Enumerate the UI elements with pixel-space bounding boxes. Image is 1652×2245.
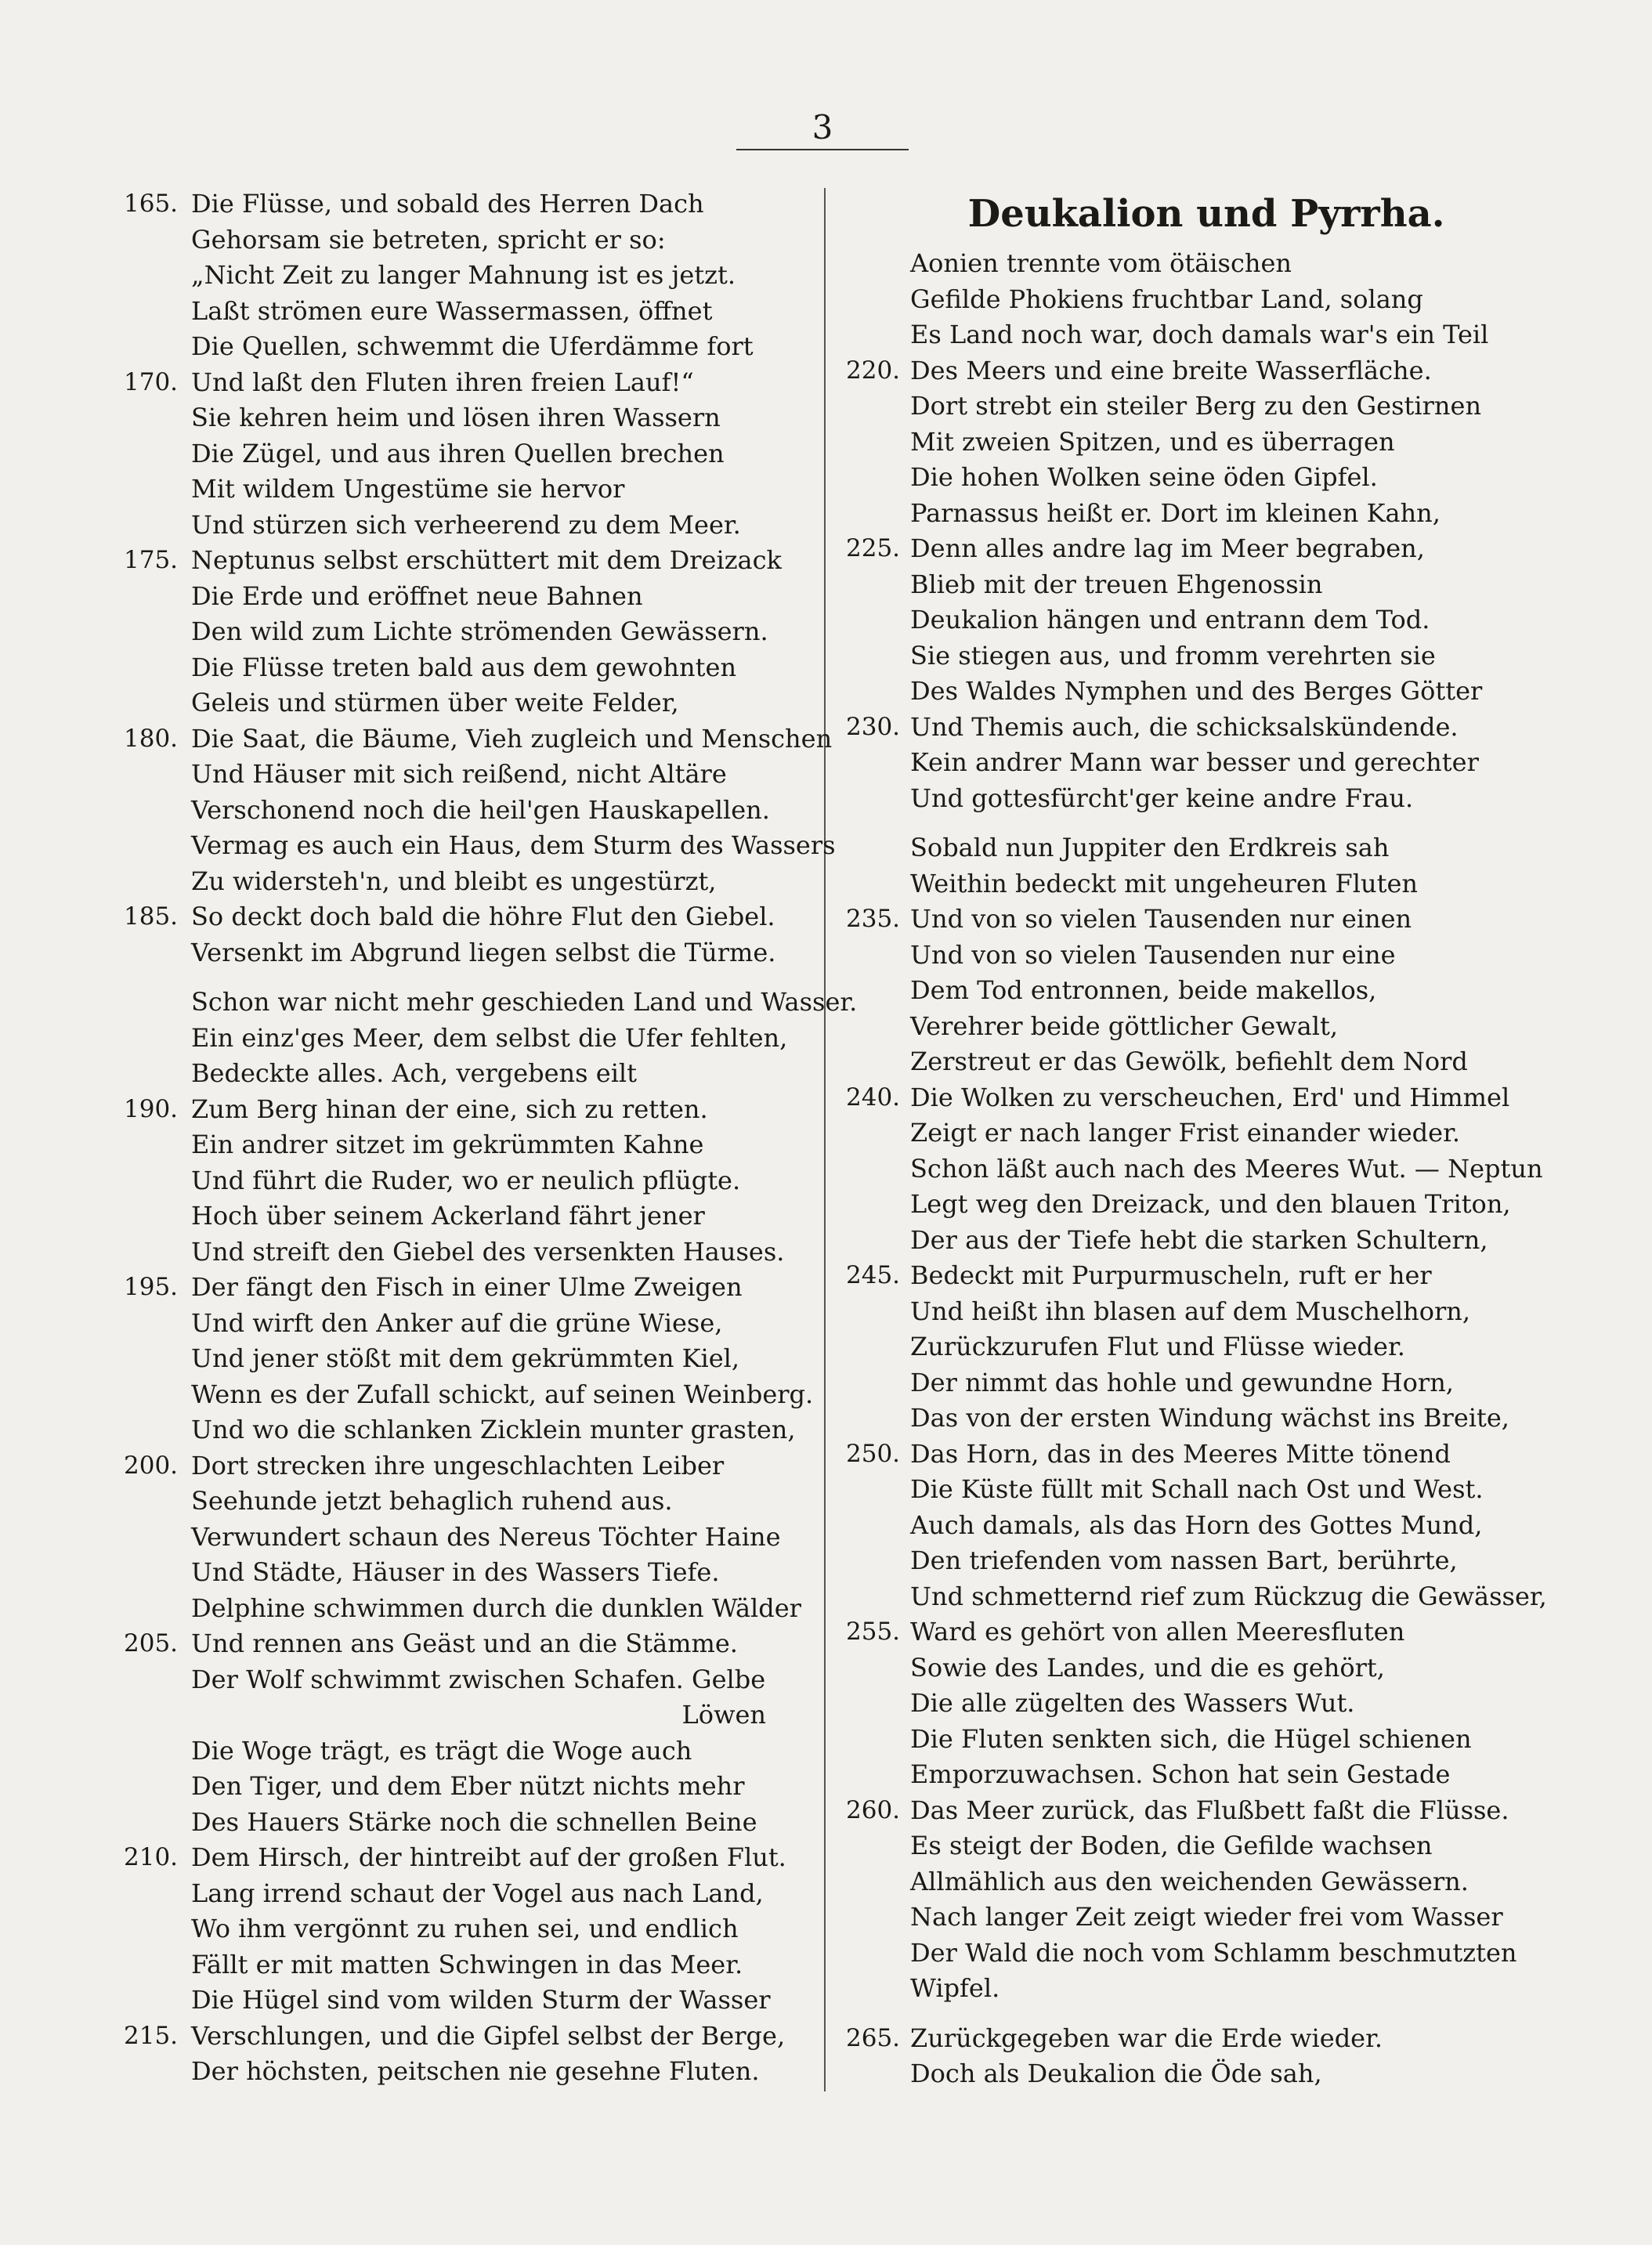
verse-text: Und schmetternd rief zum Rückzug die Gewässer, xyxy=(910,1581,1547,1611)
verse-line xyxy=(124,1805,813,1841)
verse-line xyxy=(846,1437,1551,1473)
verse-line xyxy=(124,1412,813,1448)
line-number: 205. xyxy=(124,1629,179,1658)
verse-text: Und heißt ihn blasen auf dem Muschelhorn, xyxy=(910,1296,1471,1326)
verse-line xyxy=(846,1187,1551,1223)
verse-line xyxy=(124,1127,813,1163)
page-number: 3 xyxy=(812,108,833,146)
verse-text: Dem Hirsch, der hintreibt auf der großen Flut. xyxy=(191,1842,786,1872)
verse-line xyxy=(124,757,813,793)
stanza-gap xyxy=(846,2007,1551,2021)
verse-line xyxy=(846,902,1551,938)
verse-line xyxy=(846,496,1551,532)
verse-line xyxy=(124,793,813,829)
verse-text: Und Themis auch, die schicksalskündende. xyxy=(910,711,1459,742)
verse-text: Und führt die Ruder, wo er neulich pflügte. xyxy=(191,1165,741,1195)
line-number: 165. xyxy=(124,190,179,218)
verse-text: Die Fluten senkten sich, die Hügel schienen xyxy=(910,1723,1472,1754)
verse-line xyxy=(124,1697,813,1733)
verse-text: Das Horn, das in des Meeres Mitte tönend xyxy=(910,1438,1451,1469)
verse-text: Des Hauers Stärke noch die schnellen Beine xyxy=(191,1806,757,1837)
verse-line xyxy=(846,1828,1551,1864)
verse-line xyxy=(124,1662,813,1698)
verse-text: Aonien trennte vom ötäischen xyxy=(910,248,1292,278)
verse-text: Gehorsam sie betreten, spricht er so: xyxy=(191,224,666,255)
verse-line xyxy=(846,1508,1551,1544)
verse-line xyxy=(846,1686,1551,1722)
verse-text: Emporzuwachsen. Schon hat sein Gestade xyxy=(910,1759,1451,1789)
verse-line xyxy=(846,2021,1551,2057)
verse-text: Lang irrend schaut der Vogel aus nach Land, xyxy=(191,1878,764,1908)
verse-text: Und von so vielen Tausenden nur eine xyxy=(910,939,1396,970)
verse-text: Dem Tod entronnen, beide makellos, xyxy=(910,975,1377,1005)
verse-line xyxy=(124,899,813,935)
verse-line xyxy=(124,2019,813,2055)
verse-line xyxy=(124,1448,813,1484)
left-column xyxy=(124,186,858,2090)
verse-line xyxy=(124,1235,813,1271)
verse-line xyxy=(846,1258,1551,1294)
verse-line xyxy=(846,1614,1551,1650)
verse-line xyxy=(124,1270,813,1306)
verse-text: Mit zweien Spitzen, und es überragen xyxy=(910,426,1395,457)
verse-text: Verwundert schaun des Nereus Töchter Haine xyxy=(191,1521,781,1552)
verse-line xyxy=(124,1876,813,1912)
line-number: 225. xyxy=(846,534,901,562)
verse-line xyxy=(124,1092,813,1128)
verse-text: Den Tiger, und dem Eber nützt nichts mehr xyxy=(191,1771,745,1801)
verse-line xyxy=(846,1294,1551,1330)
verse-text: Legt weg den Dreizack, und den blauen Triton, xyxy=(910,1189,1511,1219)
verse-line xyxy=(846,745,1551,781)
verse-text: Zurückzurufen Flut und Flüsse wieder. xyxy=(910,1332,1405,1361)
verse-line xyxy=(846,460,1551,496)
line-number: 185. xyxy=(124,902,179,931)
verse-text: Und laßt den Fluten ihren freien Lauf!“ xyxy=(191,367,694,397)
verse-line xyxy=(846,638,1551,674)
verse-text: Bedeckt mit Purpurmuscheln, ruft er her xyxy=(910,1260,1432,1290)
verse-text: Dort strecken ihre ungeschlachten Leiber xyxy=(191,1450,725,1480)
verse-line xyxy=(846,1864,1551,1900)
verse-text: Sobald nun Juppiter den Erdkreis sah xyxy=(910,833,1390,862)
verse-line xyxy=(124,294,813,330)
verse-line xyxy=(846,389,1551,425)
verse-text: Die Flüsse treten bald aus dem gewohnten xyxy=(191,652,737,682)
verse-line xyxy=(846,531,1551,567)
verse-line xyxy=(124,436,813,472)
verse-line xyxy=(124,985,858,1021)
verse-line xyxy=(124,1341,813,1377)
line-number: 255. xyxy=(846,1618,901,1646)
verse-line xyxy=(846,781,1551,817)
verse-text: Und Städte, Häuser in des Wassers Tiefe. xyxy=(191,1557,720,1587)
verse-line xyxy=(124,1198,813,1235)
verse-line xyxy=(846,674,1551,710)
line-number: 210. xyxy=(124,1843,179,1871)
verse-line xyxy=(124,1377,813,1413)
verse-line xyxy=(846,282,1551,318)
verse-line xyxy=(846,1936,1551,1972)
verse-text: Die alle zügelten des Wassers Wut. xyxy=(910,1688,1355,1718)
verse-line xyxy=(124,1983,813,2019)
verse-line xyxy=(124,1056,813,1092)
verse-line xyxy=(124,400,813,436)
verse-text: Zeigt er nach langer Frist einander wieder. xyxy=(910,1118,1461,1148)
verse-line xyxy=(124,685,813,721)
verse-line xyxy=(124,1591,813,1627)
line-number: 180. xyxy=(124,724,179,753)
verse-line xyxy=(124,1626,813,1662)
line-number: 235. xyxy=(846,905,901,933)
verse-line xyxy=(846,317,1551,353)
verse-line xyxy=(846,567,1551,603)
line-number: 260. xyxy=(846,1795,901,1824)
line-number: 175. xyxy=(124,546,179,574)
verse-text: Sowie des Landes, und die es gehört, xyxy=(910,1652,1385,1683)
verse-text: Nach langer Zeit zeigt wieder frei vom Wasser xyxy=(910,1902,1503,1932)
verse-text: Und stürzen sich verheerend zu dem Meer. xyxy=(191,509,741,540)
verse-line xyxy=(846,1793,1551,1829)
verse-text: Die Hügel sind vom wilden Sturm der Wasser xyxy=(191,1985,771,2015)
verse-text: Allmählich aus den weichenden Gewässern. xyxy=(910,1866,1469,1896)
verse-text: Sie stiegen aus, und fromm verehrten sie xyxy=(910,640,1436,671)
verse-line xyxy=(124,1840,813,1876)
verse-text: Und jener stößt mit dem gekrümmten Kiel, xyxy=(191,1343,740,1373)
verse-text: Der fängt den Fisch in einer Ulme Zweigen xyxy=(191,1272,743,1302)
verse-line xyxy=(124,222,813,258)
verse-text: Laßt strömen eure Wassermassen, öffnet xyxy=(191,295,713,326)
verse-text: Die Saat, die Bäume, Vieh zugleich und Menschen xyxy=(191,723,833,754)
verse-text: Des Meers und eine breite Wasserfläche. xyxy=(910,355,1432,385)
verse-line xyxy=(846,1971,1551,2007)
verse-line xyxy=(124,864,813,900)
verse-line xyxy=(124,2054,813,2090)
verse-text: Dort strebt ein steiler Berg zu den Gestirnen xyxy=(910,391,1482,421)
verse-text: Ein einz'ges Meer, dem selbst die Ufer fehlten, xyxy=(191,1022,788,1053)
verse-text: Und wirft den Anker auf die grüne Wiese, xyxy=(191,1307,723,1338)
verse-line xyxy=(124,579,813,615)
verse-line xyxy=(846,973,1551,1009)
verse-text: Mit wildem Ungestüme sie hervor xyxy=(191,474,625,504)
verse-text: Hoch über seinem Ackerland fährt jener xyxy=(191,1201,705,1231)
verse-text: Den triefenden vom nassen Bart, berührte, xyxy=(910,1545,1458,1575)
verse-line xyxy=(124,472,813,508)
line-number: 265. xyxy=(846,2023,901,2052)
verse-text: Die Quellen, schwemmt die Uferdämme fort xyxy=(191,331,754,361)
verse-line xyxy=(846,1579,1551,1615)
verse-text: Verschonend noch die heil'gen Hauskapellen. xyxy=(191,794,770,825)
verse-text: Löwen xyxy=(681,1700,766,1730)
verse-text: Seehunde jetzt behaglich ruhend aus. xyxy=(191,1486,673,1516)
verse-text: Verschlungen, und die Gipfel selbst der Berge, xyxy=(191,2020,786,2051)
verse-text: Das Meer zurück, das Flußbett faßt die Flüsse. xyxy=(910,1795,1509,1825)
verse-line xyxy=(846,1472,1551,1508)
verse-line xyxy=(124,935,813,971)
verse-line xyxy=(846,1115,1551,1151)
verse-text: Verehrer beide göttlicher Gewalt, xyxy=(910,1010,1339,1041)
header-rule xyxy=(736,149,909,150)
verse-line xyxy=(124,614,813,650)
verse-line xyxy=(124,508,813,544)
verse-line xyxy=(124,365,813,401)
verse-line xyxy=(124,650,813,686)
verse-text: Auch damals, als das Horn des Gottes Mund, xyxy=(910,1509,1483,1540)
verse-line xyxy=(124,329,813,365)
verse-text: Neptunus selbst erschüttert mit dem Dreizack xyxy=(191,545,782,575)
line-number: 220. xyxy=(846,356,901,385)
line-number: 200. xyxy=(124,1451,179,1480)
verse-text: Sie kehren heim und lösen ihren Wassern xyxy=(191,403,721,432)
right-column-lines xyxy=(846,246,1551,2092)
verse-text: Schon läßt auch nach des Meeres Wut. — Neptun xyxy=(910,1153,1543,1184)
line-number: 195. xyxy=(124,1273,179,1301)
verse-line xyxy=(846,1365,1551,1401)
verse-line xyxy=(846,353,1551,389)
verse-line xyxy=(124,828,836,864)
verse-text: Ein andrer sitzet im gekrümmten Kahne xyxy=(191,1130,704,1159)
verse-text: Und streift den Giebel des versenkten Hauses. xyxy=(191,1236,785,1267)
verse-text: „Nicht Zeit zu langer Mahnung ist es jetzt. xyxy=(191,260,736,290)
verse-line xyxy=(124,1947,813,1983)
verse-text: Fällt er mit matten Schwingen in das Meer. xyxy=(191,1949,743,1979)
verse-text: Die Wolken zu verscheuchen, Erd' und Himmel xyxy=(910,1082,1510,1112)
line-number: 190. xyxy=(124,1094,179,1123)
verse-text: Der höchsten, peitschen nie gesehne Fluten. xyxy=(191,2056,760,2086)
verse-text: Doch als Deukalion die Öde sah, xyxy=(910,2059,1322,2088)
verse-text: Den wild zum Lichte strömenden Gewässern. xyxy=(191,616,768,646)
verse-text: Denn alles andre lag im Meer begraben, xyxy=(910,533,1425,563)
verse-line xyxy=(846,246,1551,282)
verse-text: Des Waldes Nymphen und des Berges Götter xyxy=(910,676,1483,706)
verse-text: So deckt doch bald die höhre Flut den Giebel. xyxy=(191,902,775,931)
verse-text: Delphine schwimmen durch die dunklen Wälder xyxy=(191,1592,801,1623)
verse-line xyxy=(846,1223,1551,1259)
verse-text: Und Häuser mit sich reißend, nicht Altäre xyxy=(191,759,727,789)
verse-line xyxy=(846,1080,1551,1116)
verse-text: Und rennen ans Geäst und an die Stämme. xyxy=(191,1629,738,1658)
verse-line xyxy=(846,1757,1551,1793)
right-column xyxy=(846,186,1551,2092)
verse-text: Und von so vielen Tausenden nur einen xyxy=(910,904,1412,934)
verse-text: Der Wald die noch vom Schlamm beschmutzten xyxy=(910,1937,1517,1968)
verse-line xyxy=(124,258,813,294)
verse-line xyxy=(124,1484,813,1520)
verse-text: Und wo die schlanken Zicklein munter grasten, xyxy=(191,1415,796,1444)
verse-line xyxy=(846,710,1551,746)
verse-text: Blieb mit der treuen Ehgenossin xyxy=(910,569,1323,599)
verse-line xyxy=(846,1329,1551,1365)
verse-line xyxy=(846,1009,1551,1045)
verse-line xyxy=(846,938,1551,974)
verse-line xyxy=(124,1733,813,1770)
line-number: 245. xyxy=(846,1261,901,1289)
verse-text: Die hohen Wolken seine öden Gipfel. xyxy=(910,462,1378,492)
verse-line xyxy=(846,1044,1551,1080)
line-number: 215. xyxy=(124,2021,179,2050)
verse-text: Die Flüsse, und sobald des Herren Dach xyxy=(191,189,704,219)
verse-line xyxy=(124,1520,813,1556)
verse-text: Zurückgegeben war die Erde wieder. xyxy=(910,2023,1383,2053)
verse-line xyxy=(846,830,1551,866)
verse-text: Weithin bedeckt mit ungeheuren Fluten xyxy=(910,868,1418,898)
verse-line xyxy=(124,721,833,757)
stanza-gap xyxy=(846,816,1551,830)
verse-line xyxy=(846,1722,1551,1758)
verse-line xyxy=(846,866,1551,902)
verse-line xyxy=(124,1306,813,1342)
verse-text: Gefilde Phokiens fruchtbar Land, solang xyxy=(910,284,1423,314)
verse-text: Wenn es der Zufall schickt, auf seinen Weinberg. xyxy=(191,1379,814,1409)
verse-text: Geleis und stürmen über weite Felder, xyxy=(191,688,679,718)
section-title: Deukalion und Pyrrha. xyxy=(967,192,1445,236)
line-number: 240. xyxy=(846,1083,901,1112)
verse-line xyxy=(124,543,813,579)
verse-text: Der Wolf schwimmt zwischen Schafen. Gelbe xyxy=(191,1664,766,1694)
verse-line xyxy=(846,1151,1551,1188)
verse-line xyxy=(846,2056,1551,2092)
verse-text: Vermag es auch ein Haus, dem Sturm des Wassers xyxy=(191,830,836,860)
verse-text: Es steigt der Boden, die Gefilde wachsen xyxy=(910,1831,1433,1860)
verse-text: Kein andrer Mann war besser und gerechter xyxy=(910,747,1479,777)
verse-text: Die Erde und eröffnet neue Bahnen xyxy=(191,580,643,611)
verse-text: Zerstreut er das Gewölk, befiehlt dem Nord xyxy=(910,1047,1468,1076)
verse-text: Die Woge trägt, es trägt die Woge auch xyxy=(191,1735,692,1766)
verse-line xyxy=(846,1900,1551,1936)
verse-text: Wo ihm vergönnt zu ruhen sei, und endlich xyxy=(191,1914,739,1943)
verse-text: Wipfel. xyxy=(910,1973,1000,2003)
verse-line xyxy=(124,186,813,222)
verse-text: Und gottesfürcht'ger keine andre Frau. xyxy=(910,783,1414,813)
verse-text: Zu widersteh'n, und bleibt es ungestürzt, xyxy=(191,866,717,896)
verse-text: Ward es gehört von allen Meeresfluten xyxy=(910,1617,1405,1647)
line-number: 250. xyxy=(846,1439,901,1468)
line-number: 170. xyxy=(124,367,179,396)
verse-text: Die Küste füllt mit Schall nach Ost und West. xyxy=(910,1474,1484,1504)
verse-line xyxy=(846,1650,1551,1686)
verse-line xyxy=(846,1401,1551,1437)
verse-line xyxy=(124,1555,813,1591)
verse-text: Der nimmt das hohle und gewundne Horn, xyxy=(910,1367,1454,1397)
verse-line xyxy=(124,1769,813,1805)
verse-text: Der aus der Tiefe hebt die starken Schultern, xyxy=(910,1224,1488,1255)
verse-line xyxy=(846,425,1551,461)
verse-line xyxy=(846,1543,1551,1579)
verse-text: Zum Berg hinan der eine, sich zu retten. xyxy=(191,1094,708,1124)
verse-text: Das von der ersten Windung wächst ins Breite, xyxy=(910,1403,1509,1433)
verse-text: Parnassus heißt er. Dort im kleinen Kahn, xyxy=(910,497,1441,528)
verse-text: Versenkt im Abgrund liegen selbst die Türme. xyxy=(191,937,776,967)
verse-line xyxy=(124,1021,813,1057)
line-number: 230. xyxy=(846,712,901,741)
column-divider xyxy=(824,188,826,2091)
verse-line xyxy=(846,602,1551,638)
verse-text: Es Land noch war, doch damals war's ein Teil xyxy=(910,320,1489,349)
verse-line xyxy=(124,1911,813,1947)
verse-text: Bedeckte alles. Ach, vergebens eilt xyxy=(191,1058,638,1088)
verse-text: Schon war nicht mehr geschieden Land und Wasser. xyxy=(191,987,858,1017)
verse-text: Die Zügel, und aus ihren Quellen brechen xyxy=(191,438,725,468)
verse-line xyxy=(124,1163,813,1199)
verse-text: Deukalion hängen und entrann dem Tod. xyxy=(910,605,1430,634)
stanza-gap xyxy=(124,971,813,985)
